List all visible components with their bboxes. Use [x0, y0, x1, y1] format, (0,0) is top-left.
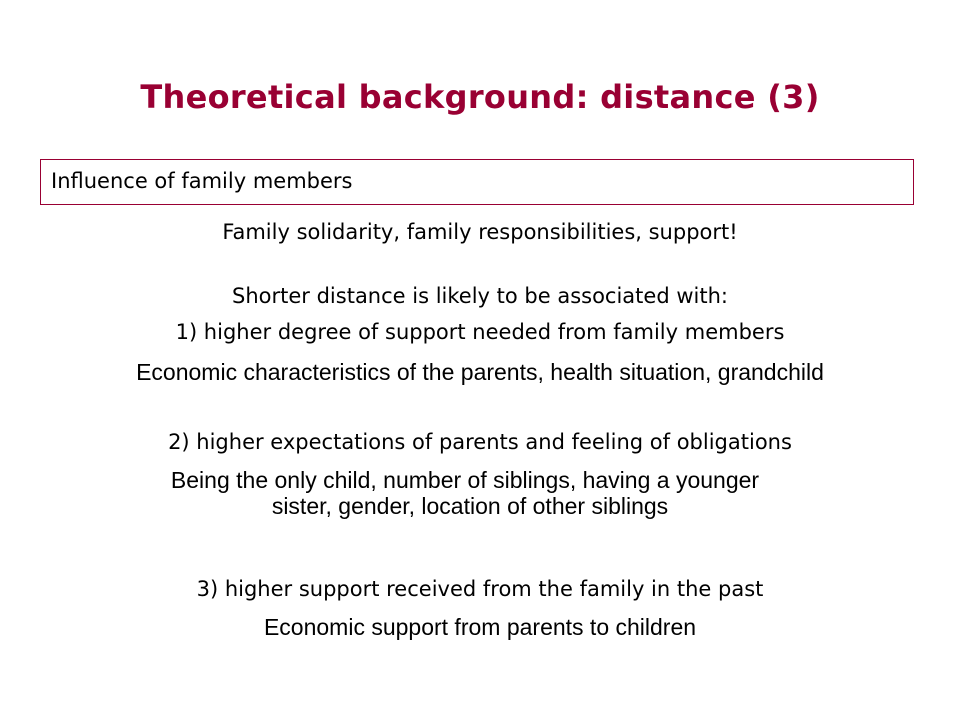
topic-box-label: Influence of family members — [51, 169, 353, 193]
slide-title: Theoretical background: distance (3) — [140, 78, 820, 116]
point-3-heading: 3) higher support received from the family in the past — [196, 577, 764, 601]
point-3-detail: Economic support from parents to children — [263, 614, 697, 640]
point-2-detail-line-1: Being the only child, number of siblings, having a younger — [170, 467, 760, 493]
point-1-detail: Economic characteristics of the parents, health situation, grandchild — [136, 359, 824, 385]
point-2-detail-line-2: sister, gender, location of other siblings — [271, 493, 669, 519]
topic-box — [40, 159, 914, 205]
intro-line: Shorter distance is likely to be associated with: — [232, 284, 728, 308]
summary-line: Family solidarity, family responsibilities, support! — [222, 220, 738, 244]
point-1-heading: 1) higher degree of support needed from family members — [175, 320, 785, 344]
point-2-heading: 2) higher expectations of parents and feeling of obligations — [168, 430, 792, 454]
